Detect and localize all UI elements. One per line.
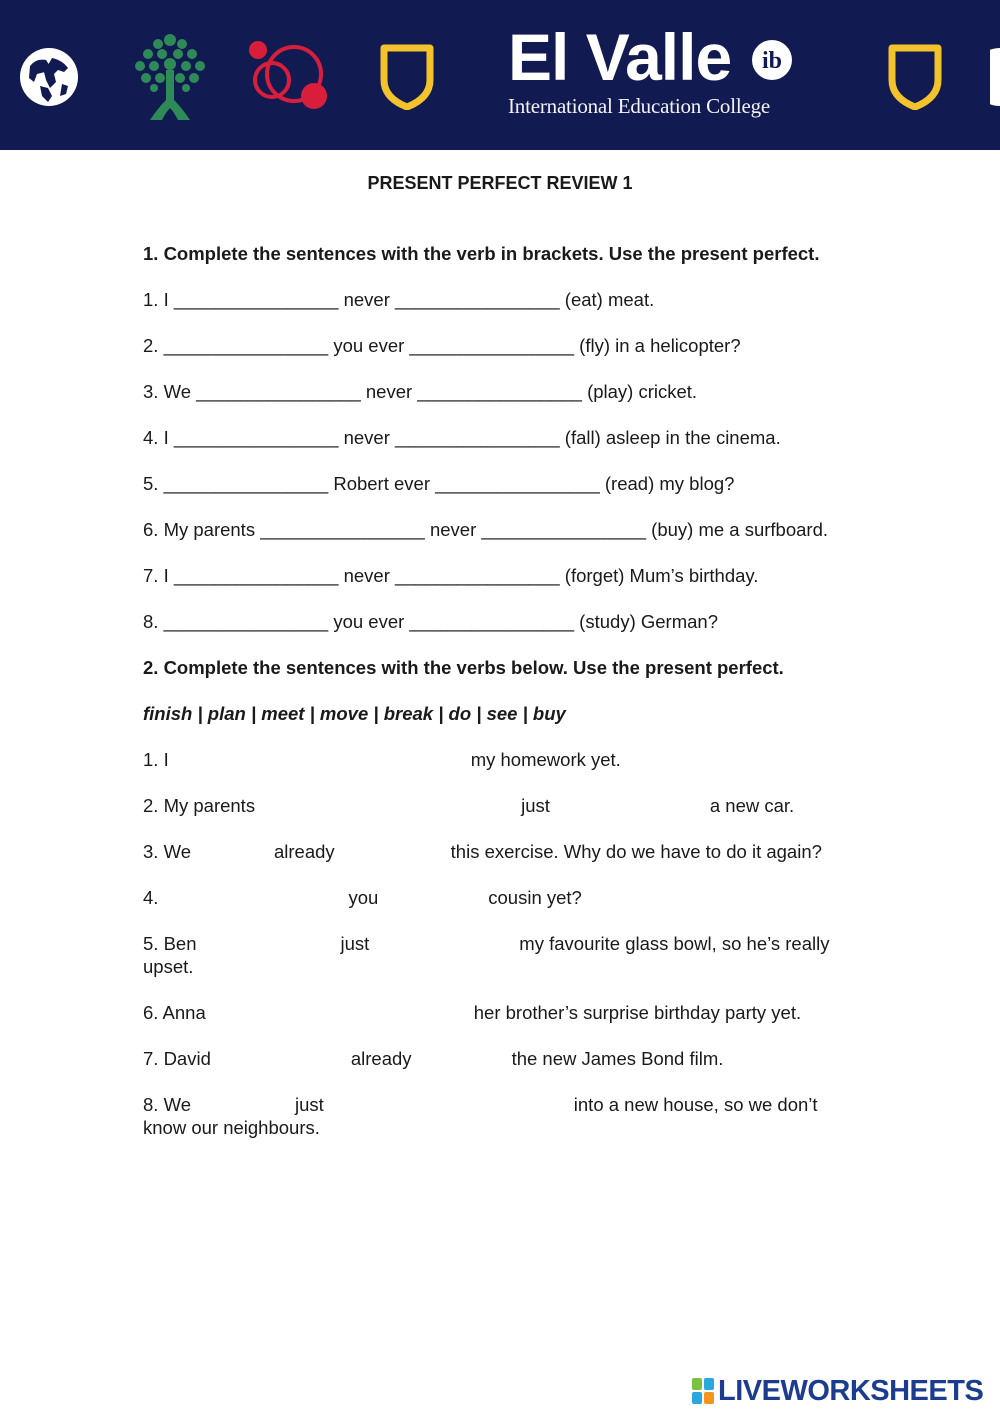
item-text: her brother’s surprise birthday party yet.	[473, 1002, 802, 1023]
item-text: 4.	[143, 887, 159, 908]
item-text: my favourite glass bowl, so he’s really upset.	[143, 933, 830, 977]
item-text: already	[350, 1048, 412, 1069]
exercise2-item-6	[143, 1001, 863, 1024]
ib-mark: ib	[761, 48, 783, 74]
item-text: 6. Anna	[143, 1002, 206, 1023]
exercise1-item-7: 7. I ________________ never ________________ (forget) Mum’s birthday.	[143, 565, 759, 586]
exercise1-item-1: 1. I ________________ never ________________ (eat) meat.	[143, 289, 655, 310]
section2-instruction: 2. Complete the sentences with the verbs below. Use the present perfect.	[143, 657, 784, 678]
exercise2-item-3	[143, 840, 863, 863]
school-subtitle: International Education College	[508, 94, 771, 118]
item-text: this exercise. Why do we have to do it again?	[450, 841, 822, 862]
item-text: into a new house, so we don’t know our neighbours.	[143, 1094, 818, 1138]
worksheet-content	[143, 242, 863, 1162]
item-text: the new James Bond film.	[511, 1048, 724, 1069]
exercise2-item-2	[143, 794, 863, 817]
liveworksheets-logo	[692, 1375, 983, 1407]
item-text: a new car.	[709, 795, 795, 816]
item-text: 1. I	[143, 749, 169, 770]
exercise2-item-1	[143, 748, 863, 771]
verb-bank: finish | plan | meet | move | break | do | see | buy	[143, 703, 566, 724]
item-text: cousin yet?	[488, 887, 582, 908]
item-text: 7. David	[143, 1048, 211, 1069]
exercise1-item-4: 4. I ________________ never ________________ (fall) asleep in the cinema.	[143, 427, 781, 448]
tree-icon	[130, 30, 210, 126]
item-text: just	[294, 1094, 324, 1115]
item-text: my homework yet.	[470, 749, 621, 770]
exercise1-item-6: 6. My parents ________________ never ________________ (buy) me a surfboard.	[143, 519, 829, 540]
liveworksheets-text: LIVEWORKSHEETS	[718, 1375, 984, 1407]
shield-icon	[888, 44, 942, 110]
exercise2-item-7	[143, 1047, 863, 1070]
header-banner	[0, 0, 1000, 150]
shield-icon	[380, 44, 434, 110]
exercise2-item-8	[143, 1093, 863, 1139]
ib-icon	[750, 38, 794, 82]
item-text: 2. My parents	[143, 795, 256, 816]
page-title: PRESENT PERFECT REVIEW 1	[367, 173, 633, 193]
exercise1-item-2: 2. ________________ you ever ________________ (fly) in a helicopter?	[143, 335, 741, 356]
item-text: 3. We	[143, 841, 191, 862]
exercise2-item-5	[143, 932, 863, 978]
exercise1-item-8: 8. ________________ you ever ________________ (study) German?	[143, 611, 718, 632]
exercise1-item-3: 3. We ________________ never ________________ (play) cricket.	[143, 381, 698, 402]
globe-icon	[18, 46, 80, 108]
school-name: El Valle	[508, 20, 732, 94]
item-text: 5. Ben	[143, 933, 197, 954]
exercise2-item-4	[143, 886, 863, 909]
item-text: you	[348, 887, 379, 908]
circles-icon	[246, 38, 332, 114]
section1-instruction: 1. Complete the sentences with the verb in brackets. Use the present perfect.	[143, 243, 820, 264]
item-text: 8. We	[143, 1094, 191, 1115]
liveworksheets-icon	[692, 1378, 714, 1404]
item-text: already	[273, 841, 335, 862]
item-text: just	[521, 795, 550, 816]
item-text: just	[340, 933, 370, 954]
exercise1-item-5: 5. ________________ Robert ever ________________ (read) my blog?	[143, 473, 735, 494]
globe-icon	[990, 46, 1000, 108]
